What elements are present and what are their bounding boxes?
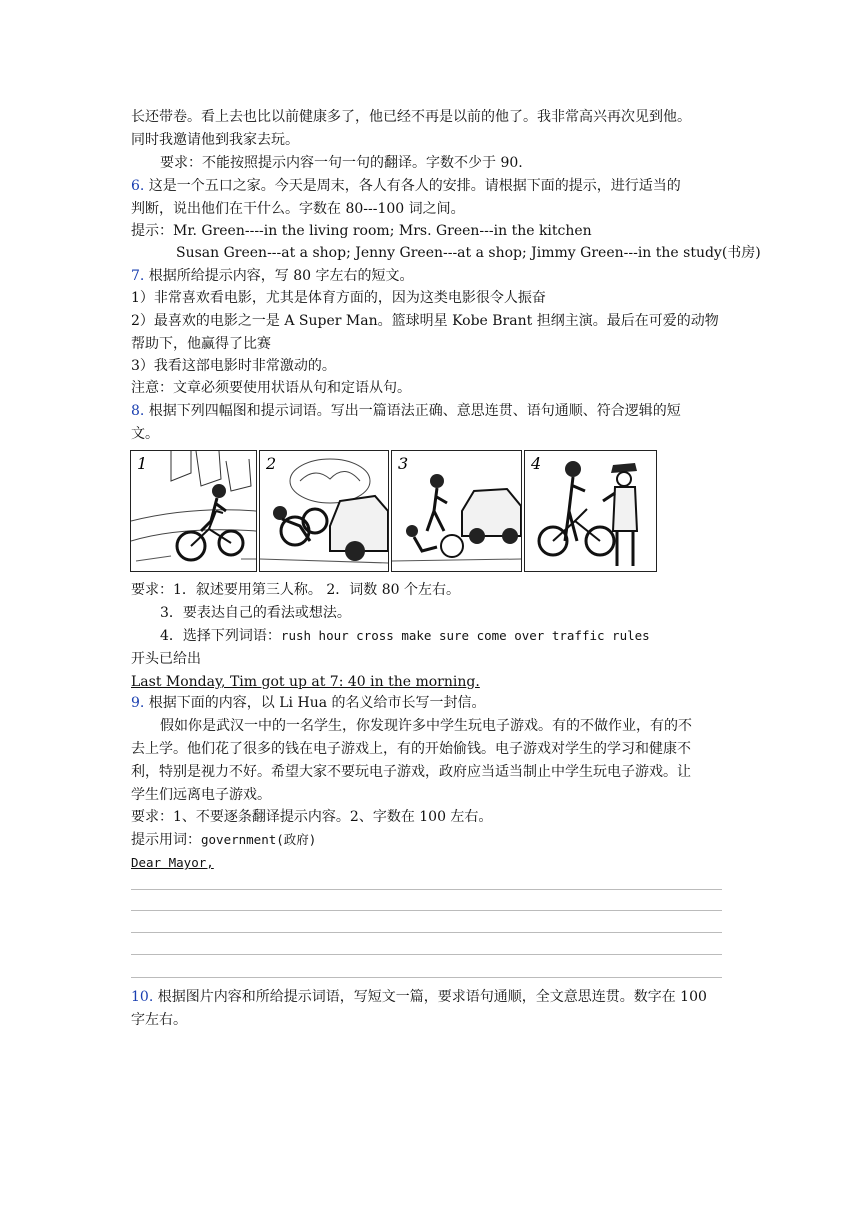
- writing-rule: [131, 954, 722, 955]
- question-10-line: [131, 987, 707, 1007]
- picture-panel-3: [391, 450, 522, 572]
- question-number: 6.: [131, 178, 145, 194]
- requirement-line: 要求：1．叙述要用第三人称。 2．词数 80 个左右。: [131, 582, 460, 598]
- question-text: 这是一个五口之家。今天是周末，各人有各人的安排。请根据下面的提示，进行适当的: [144, 178, 681, 194]
- writing-rule: [131, 977, 722, 978]
- panel-number: 3: [398, 454, 409, 473]
- given-opening-line: Last Monday, Tim got up at 7: 40 in the morning.: [131, 674, 480, 690]
- text-line: 1）非常喜欢看电影，尤其是体育方面的，因为这类电影很令人振奋: [131, 290, 546, 306]
- text-line: 3）我看这部电影时非常激动的。: [131, 358, 336, 374]
- text-line: 文。: [131, 426, 159, 442]
- hint-word: government(政府): [201, 832, 317, 847]
- cyclist-and-policeman-illustration: [525, 451, 656, 571]
- requirement-line: 要求：1、不要逐条翻译提示内容。2、字数在 100 左右。: [131, 809, 493, 825]
- cyclist-on-road-illustration: [131, 451, 256, 571]
- panel-number: 2: [266, 454, 277, 473]
- note-line: 注意：文章必须要使用状语从句和定语从句。: [131, 380, 411, 396]
- question-number: 10.: [131, 989, 154, 1005]
- text-line: 利，特别是视力不好。希望大家不要玩电子游戏，政府应当适当制止中学生玩电子游戏。让: [131, 764, 691, 780]
- hint-label: 提示用词：: [131, 832, 201, 848]
- panel-number: 4: [531, 454, 542, 473]
- picture-panel-1: [130, 450, 257, 572]
- question-6-line: [131, 176, 681, 196]
- text-line: 2）最喜欢的电影之一是 A Super Man。篮球明星 Kobe Brant 担纲主演。最后在可爱的动物: [131, 313, 719, 329]
- writing-rule: [131, 889, 722, 890]
- text-line: 帮助下，他赢得了比赛: [131, 336, 271, 352]
- hint-line: Susan Green---at a shop; Jenny Green---at a shop; Jimmy Green---in the study(书房): [176, 245, 761, 261]
- question-number: 7.: [131, 268, 145, 284]
- panel-number: 1: [137, 454, 148, 473]
- hint-words-line: [131, 830, 316, 850]
- word-choice-words: rush hour cross make sure come over traffic rules: [280, 628, 650, 643]
- question-text: 根据图片内容和所给提示词语，写短文一篇，要求语句通顺，全文意思连贯。数字在 100: [153, 989, 707, 1005]
- letter-salutation: Dear Mayor,: [131, 855, 214, 870]
- word-choice-line: [160, 626, 650, 646]
- bicycle-car-accident-illustration: [260, 451, 388, 571]
- fallen-cyclist-helped-illustration: [392, 451, 521, 571]
- requirement-line: 要求：不能按照提示内容一句一句的翻译。字数不少于 90.: [160, 155, 523, 171]
- picture-panel-2: [259, 450, 389, 572]
- question-number: 8.: [131, 403, 145, 419]
- text-line: 同时我邀请他到我家去玩。: [131, 132, 299, 148]
- question-text: 根据下面的内容，以 Li Hua 的名义给市长写一封信。: [144, 695, 486, 711]
- word-choice-label: 4．选择下列词语：: [160, 628, 281, 644]
- text-line: 字左右。: [131, 1012, 187, 1028]
- text-line: 学生们远离电子游戏。: [131, 787, 271, 803]
- question-7-line: [131, 266, 414, 286]
- question-text: 根据所给提示内容，写 80 字左右的短文。: [144, 268, 414, 284]
- question-9-line: [131, 693, 486, 713]
- writing-rule: [131, 932, 722, 933]
- text-line: 去上学。他们花了很多的钱在电子游戏上，有的开始偷钱。电子游戏对学生的学习和健康不: [131, 741, 691, 757]
- question-8-line: [131, 401, 681, 421]
- picture-panel-4: [524, 450, 657, 572]
- question-text: 根据下列四幅图和提示词语。写出一篇语法正确、意思连贯、语句通顺、符合逻辑的短: [144, 403, 681, 419]
- requirement-line: 3．要表达自己的看法或想法。: [160, 605, 351, 621]
- writing-rule: [131, 910, 722, 911]
- text-line: 假如你是武汉一中的一名学生，你发现许多中学生玩电子游戏。有的不做作业，有的不: [160, 718, 692, 734]
- text-line: 长还带卷。看上去也比以前健康多了，他已经不再是以前的他了。我非常高兴再次见到他。: [131, 109, 691, 125]
- text-line: 判断，说出他们在干什么。字数在 80---100 词之间。: [131, 201, 465, 217]
- text-line: 开头已给出: [131, 651, 201, 667]
- question-number: 9.: [131, 695, 145, 711]
- hint-line: 提示：Mr. Green----in the living room; Mrs. Green---in the kitchen: [131, 223, 592, 239]
